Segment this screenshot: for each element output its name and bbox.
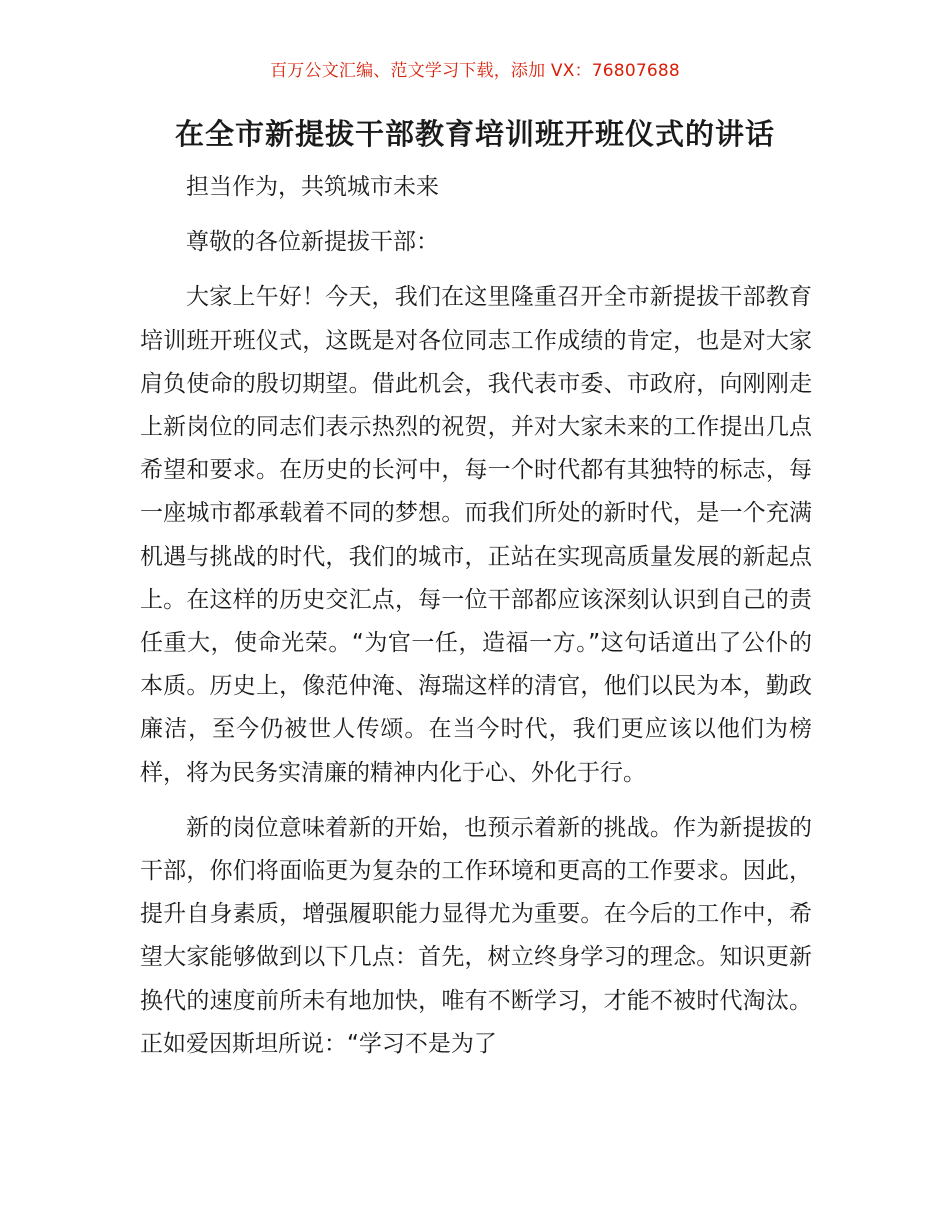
promo-banner: 百万公文汇编、范文学习下载，添加 VX：76807688 (270, 61, 680, 81)
salutation: 尊敬的各位新提拔干部： (186, 229, 439, 256)
document-subtitle: 担当作为，共筑城市未来 (186, 174, 439, 200)
document-body (140, 166, 812, 1066)
document-title: 在全市新提拔干部教育培训班开班仪式的讲话 (174, 117, 775, 151)
paragraph: 新的岗位意味着新的开始，也预示着新的挑战。作为新提拔的干部，你们将面临更为复杂的工作环境和更高的工作要求。因此，提升自身素质，增强履职能力显得尤为重要。在今后的工作中，希望大家能够做到以下几点：首先，树立终身学习的理念。知识更新换代的速度前所未有地加快，唯有不断学习，才能不被时代淘汰。正如爱因斯坦所说：“学习不是为了 (140, 814, 812, 1057)
paragraph: 大家上午好！今天，我们在这里隆重召开全市新提拔干部教育培训班开班仪式，这既是对各位同志工作成绩的肯定，也是对大家肩负使命的殷切期望。借此机会，我代表市委、市政府，向刚刚走上新岗位的同志们表示热烈的祝贺，并对大家未来的工作提出几点希望和要求。在历史的长河中，每一个时代都有其独特的标志，每一座城市都承载着不同的梦想。而我们所处的新时代，是一个充满机遇与挑战的时代，我们的城市，正站在实现高质量发展的新起点上。在这样的历史交汇点，每一位干部都应该深刻认识到自己的责任重大，使命光荣。“为官一任，造福一方。”这句话道出了公仆的本质。历史上，像范仲淹、海瑞这样的清官，他们以民为本，勤政廉洁，至今仍被世人传颂。在当今时代，我们更应该以他们为榜样，将为民务实清廉的精神内化于心、外化于行。 (140, 284, 812, 786)
